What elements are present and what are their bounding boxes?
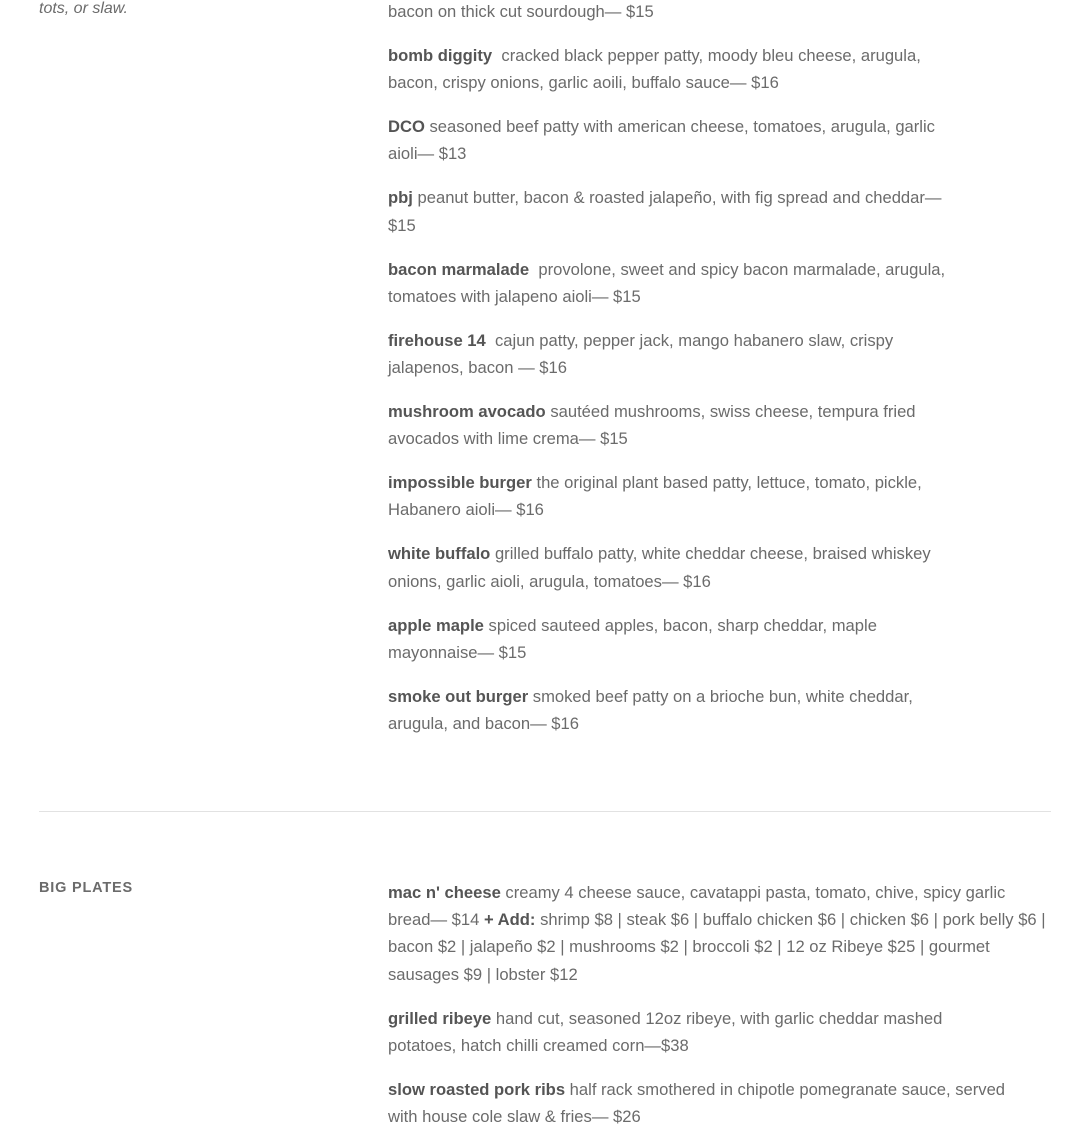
menu-item-name: smoke out burger [388,686,529,706]
menu-item-name: white buffalo [388,544,491,564]
menu-item-name: slow roasted pork ribs [388,1079,566,1099]
menu-item-name: firehouse 14 [388,330,486,350]
menu-item-description: hand cut, seasoned 12oz ribeye, with garlic cheddar mashed potatoes, hatch chilli creamed corn—$38 [388,1008,943,1055]
section-intro-text: tots, or slaw. [39,0,128,17]
menu-item-continued [388,0,953,25]
menu-item-description: bacon on thick cut sourdough— $15 [388,2,654,21]
big-plates-list [388,879,1048,1147]
menu-item [388,612,953,666]
menu-item-name: impossible burger [388,473,532,493]
menu-item-description: spiced sauteed apples, bacon, sharp cheddar, maple mayonnaise— $15 [388,615,877,662]
menu-item-description: peanut butter, bacon & roasted jalapeño, with fig spread and cheddar— $15 [388,188,942,235]
menu-item-mac-n-cheese [388,879,1048,988]
menu-item [388,683,953,737]
menu-item [388,184,953,238]
menu-item [388,469,953,523]
menu-item [388,1005,988,1059]
menu-item-description: sautéed mushrooms, swiss cheese, tempura fried avocados with lime crema— $15 [388,402,916,449]
menu-item [388,1076,1018,1130]
section-divider [39,811,1051,812]
menu-item-name: mushroom avocado [388,402,546,422]
menu-item [388,540,953,594]
menu-item [388,398,953,452]
menu-item [388,113,953,167]
menu-item-description: smoked beef patty on a brioche bun, white cheddar, arugula, and bacon— $16 [388,686,913,734]
menu-item-description: creamy 4 cheese sauce, cavatappi pasta, tomato, chive, spicy garlic bread— $14 [388,883,1006,930]
menu-item [388,256,953,310]
menu-item-description: seasoned beef patty with american cheese, tomatoes, arugula, garlic aioli— $13 [388,117,935,164]
burger-list [388,0,953,754]
menu-item [388,42,953,96]
menu-item-description: half rack smothered in chipotle pomegranate sauce, served with house cole slaw & fries— $26 [388,1079,1006,1127]
add-ons-label: + Add: [483,910,536,930]
menu-item-name: pbj [388,188,413,208]
section-heading: BIG PLATES [39,880,133,896]
menu-item-description: provolone, sweet and spicy bacon marmalade, arugula, tomatoes with jalapeno aioli— $15 [388,259,946,306]
menu-item-name: bomb diggity [388,46,493,65]
menu-item-name: mac n' cheese [388,883,501,902]
menu-item-name: bacon marmalade [388,259,530,279]
menu-item-description: cracked black pepper patty, moody bleu cheese, arugula, bacon, crispy onions, garlic aoili, buffalo sauce— $16 [388,46,921,93]
menu-item-description: cajun patty, pepper jack, mango habanero slaw, crispy jalapenos, bacon — $16 [388,330,894,378]
menu-item-description: grilled buffalo patty, white cheddar cheese, braised whiskey onions, garlic aioli, arugula, tomatoes— $16 [388,544,931,591]
menu-item-description: the original plant based patty, lettuce, tomato, pickle, Habanero aioli— $16 [388,473,922,520]
menu-item [388,327,953,381]
add-ons-options: shrimp $8 | steak $6 | buffalo chicken $6 | chicken $6 | pork belly $6 | bacon $2 | jalapeño $2 | mushrooms $2 | broccoli $2 | 12 oz Ribeye $25 | gourmet sausages $9 | lobster $12 [388,910,1046,984]
menu-item-name: DCO [388,117,425,137]
menu-item-name: apple maple [388,615,484,635]
menu-item-name: grilled ribeye [388,1008,492,1028]
